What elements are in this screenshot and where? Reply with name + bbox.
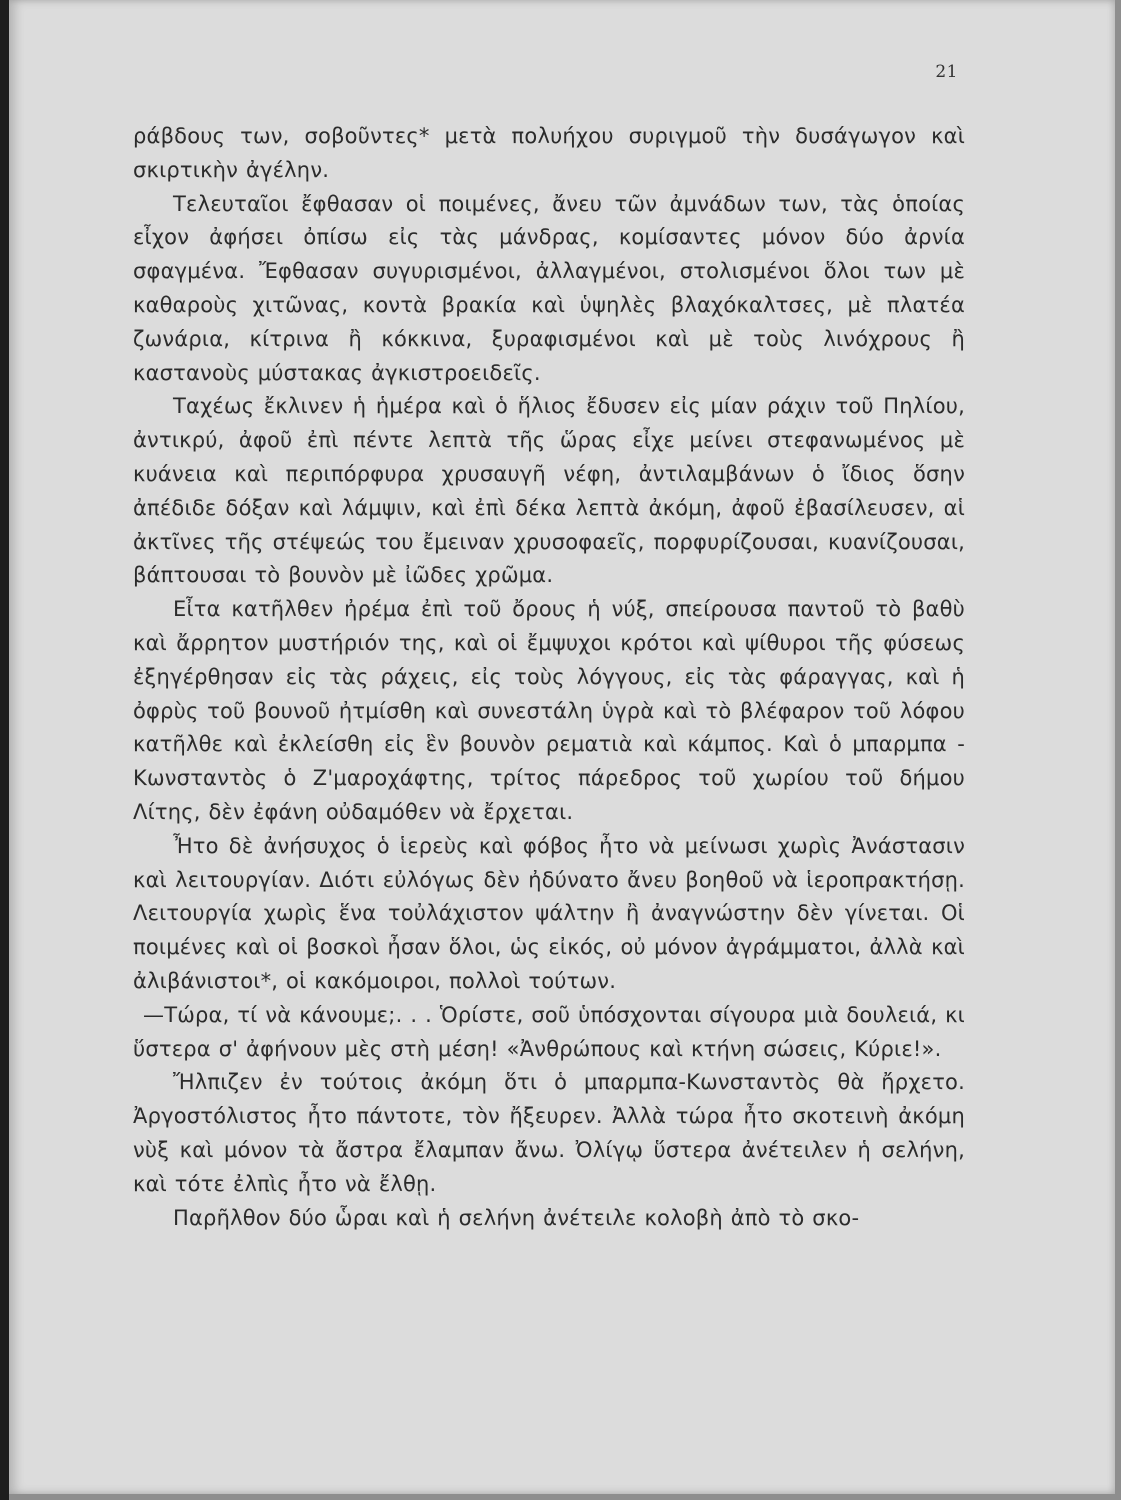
paragraph-5: Ἦτο δὲ ἀνήσυχος ὁ ἱερεὺς καὶ φόβος ἦτο νὰ μείνωσι χωρὶς Ἀνάστασιν καὶ λειτουργίαν. Διότι εὐλόγως δὲν ἠδύνατο ἄνευ βοηθοῦ νὰ ἱεροπρακτήσῃ. Λειτουργία χωρὶς ἕνα τοὐλάχιστον ψάλτην ἢ ἀναγνώστην δὲν γίνεται. Οἱ ποιμένες καὶ οἱ βοσκοὶ ἦσαν ὅλοι, ὡς εἰκός, οὐ μόνον ἀγράμματοι, ἀλλὰ καὶ ἀλιβάνιστοι*, οἱ κακόμοιροι, πολλοὶ τούτων. (133, 833, 965, 993)
body-text (133, 120, 965, 1235)
paragraph-7: Ἤλπιζεν ἐν τούτοις ἀκόμη ὅτι ὁ μπαρμπα-Κωνσταντὸς θὰ ἤρχετο. Ἀργοστόλιστος ἦτο πάντοτε, τὸν ἤξευρεν. Ἀλλὰ τώρα ἦτο σκοτεινὴ ἀκόμη νὺξ καὶ μόνον τὰ ἄστρα ἔλαμπαν ἄνω. Ὀλίγῳ ὕστερα ἀνέτειλεν ἡ σελήνη, καὶ τότε ἐλπὶς ἦτο νὰ ἔλθῃ. (133, 1070, 965, 1196)
page-number: 21 (935, 62, 958, 82)
page-left-edge (0, 0, 9, 1500)
paragraph-3: Ταχέως ἔκλινεν ἡ ἡμέρα καὶ ὁ ἥλιος ἔδυσεν εἰς μίαν ράχιν τοῦ Πηλίου, ἀντικρύ, ἀφοῦ ἐπὶ πέντε λεπτὰ τῆς ὥρας εἶχε μείνει στεφανωμένος μὲ κυάνεια καὶ περιπόρφυρα χρυσαυγῆ νέφη, ἀντιλαμβάνων ὁ ἴδιος ὅσην ἀπέδιδε δόξαν καὶ λάμψιν, καὶ ἐπὶ δέκα λεπτὰ ἀκόμη, ἀφοῦ ἐβασίλευσεν, αἱ ἀκτῖνες τῆς στέψεώς του ἔμειναν χρυσοφαεῖς, πορφυρίζουσαι, κυανίζουσαι, βάπτουσαι τὸ βουνὸν μὲ ἰῶδες χρῶμα. (133, 394, 965, 588)
paragraph-6: —Τώρα, τί νὰ κάνουμε;. . . Ὁρίστε, σοῦ ὑπόσχονται σίγουρα μιὰ δουλειά, κι ὕστερα σ' ἀφήνουν μὲς στὴ μέση! «Ἀνθρώπους καὶ κτήνη σώσεις, Κύριε!». (133, 1002, 965, 1061)
paragraph-8: Παρῆλθον δύο ὧραι καὶ ἡ σελήνη ἀνέτειλε κολοβὴ ἀπὸ τὸ σκο- (173, 1205, 860, 1230)
paragraph-2: Τελευταῖοι ἔφθασαν οἱ ποιμένες, ἄνευ τῶν ἀμνάδων των, τὰς ὁποίας εἶχον ἀφήσει ὀπίσω εἰς τὰς μάνδρας, κομίσαντες μόνον δύο ἀρνία σφαγμένα. Ἔφθασαν συγυρισμένοι, ἀλλαγμένοι, στολισμένοι ὅλοι των μὲ καθαροὺς χιτῶνας, κοντὰ βρακία καὶ ὑψηλὲς βλαχόκαλτσες, μὲ πλατέα ζωνάρια, κίτρινα ἢ κόκκινα, ξυραφισμένοι καὶ μὲ τοὺς λινόχρους ἢ καστανοὺς μύστακας ἀγκιστροειδεῖς. (133, 191, 965, 385)
paragraph-4: Εἶτα κατῆλθεν ἠρέμα ἐπὶ τοῦ ὄρους ἡ νύξ, σπείρουσα παντοῦ τὸ βαθὺ καὶ ἄρρητον μυστήριόν της, καὶ οἱ ἔμψυχοι κρότοι καὶ ψίθυροι τῆς φύσεως ἐξηγέρθησαν εἰς τὰς ράχεις, εἰς τοὺς λόγγους, εἰς τὰς φάραγγας, καὶ ἡ ὀφρὺς τοῦ βουνοῦ ἠτμίσθη καὶ συνεστάλη ὑγρὰ καὶ τὸ βλέφαρον τοῦ λόφου κατῆλθε καὶ ἐκλείσθη εἰς ἓν βουνὸν ρεματιὰ καὶ κάμπος. Καὶ ὁ μπαρμπα - Κωνσταντὸς ὁ Ζ'μαροχάφτης, τρίτος πάρεδρος τοῦ χωρίου τοῦ δήμου Λίτης, δὲν ἐφάνη οὐδαμόθεν νὰ ἔρχεται. (133, 597, 965, 824)
paragraph-1: ράβδους των, σοβοῦντες* μετὰ πολυήχου συριγμοῦ τὴν δυσάγωγον καὶ σκιρτικὴν ἀγέλην. (133, 124, 965, 182)
